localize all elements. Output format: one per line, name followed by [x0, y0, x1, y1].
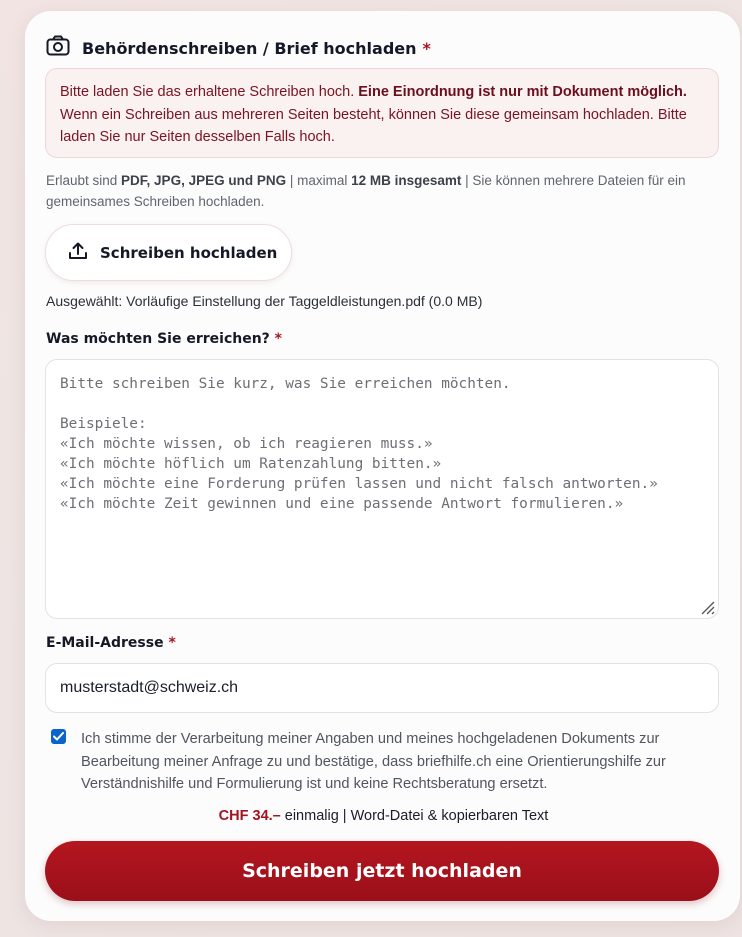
submit-button-label: Schreiben jetzt hochladen: [242, 860, 522, 882]
pricing-info: [0, 808, 742, 824]
consent-text: Ich stimme der Verarbeitung meiner Angaben und meines hochgeladenen Dokuments zur Bearbeitung meiner Anfrage zu und bestätige, dass briefhilfe.ch eine Orientierungshilfe zur Verständnishilfe und Formulierung ist und keine Rechtsberatung ersetzt.: [81, 731, 666, 792]
upload-button[interactable]: [45, 224, 292, 281]
price-details: einmalig | Word-Datei & kopierbaren Text: [280, 808, 549, 824]
upload-section-title: [46, 36, 431, 60]
notice-bold-text: Eine Einordnung ist nur mit Dokument möglich.: [358, 84, 687, 100]
goal-label: [46, 331, 282, 347]
allowed-text: Erlaubt sind: [46, 173, 122, 188]
allowed-text-3: | Sie können mehrere Dateien für ein gemeinsames Schreiben hochladen.: [46, 173, 686, 209]
goal-textarea[interactable]: Bitte schreiben Sie kurz, was Sie erreichen möchten. Beispiele: «Ich möchte wissen, ob ich reagieren muss.» «Ich möchte höflich um Ratenzahlung bitten.» «Ich möchte eine Forderung prüfen lassen und nicht falsch antworten.» «Ich möchte Zeit gewinnen und eine passende Antwort formulieren.»: [45, 359, 719, 619]
submit-button[interactable]: [45, 841, 719, 901]
upload-section-title-text: Behördenschreiben / Brief hochladen: [82, 38, 417, 58]
required-mark: *: [274, 331, 282, 347]
allowed-formats: PDF, JPG, JPEG und PNG: [121, 173, 287, 188]
allowed-formats-info: [46, 170, 721, 212]
email-value: musterstadt@schweiz.ch: [60, 679, 239, 696]
notice-text: Bitte laden Sie das erhaltene Schreiben hoch.: [60, 84, 359, 100]
upload-button-label: Schreiben hochladen: [100, 243, 278, 262]
allowed-size: 12 MB insgesamt: [351, 173, 462, 188]
price-amount: CHF 34.–: [218, 808, 281, 824]
allowed-text-2: | maximal: [286, 173, 352, 188]
upload-notice: [45, 68, 719, 158]
required-mark: *: [422, 38, 431, 58]
camera-icon: [46, 35, 70, 61]
email-field[interactable]: [45, 663, 719, 713]
checkmark-icon: [53, 732, 64, 741]
goal-label-text: Was möchten Sie erreichen?: [46, 331, 270, 347]
required-mark: *: [168, 635, 176, 651]
consent-checkbox[interactable]: [51, 729, 66, 744]
resize-handle-icon[interactable]: [698, 598, 716, 616]
email-label: [46, 635, 176, 651]
selected-file-info: Ausgewählt: Vorläufige Einstellung der Taggeldleistungen.pdf (0.0 MB): [46, 293, 483, 309]
email-label-text: E-Mail-Adresse: [46, 635, 164, 651]
notice-text-continued: Wenn ein Schreiben aus mehreren Seiten besteht, können Sie diese gemeinsam hochladen. Bitte laden Sie nur Seiten desselben Falls hoch.: [60, 106, 687, 145]
upload-icon: [68, 242, 88, 264]
